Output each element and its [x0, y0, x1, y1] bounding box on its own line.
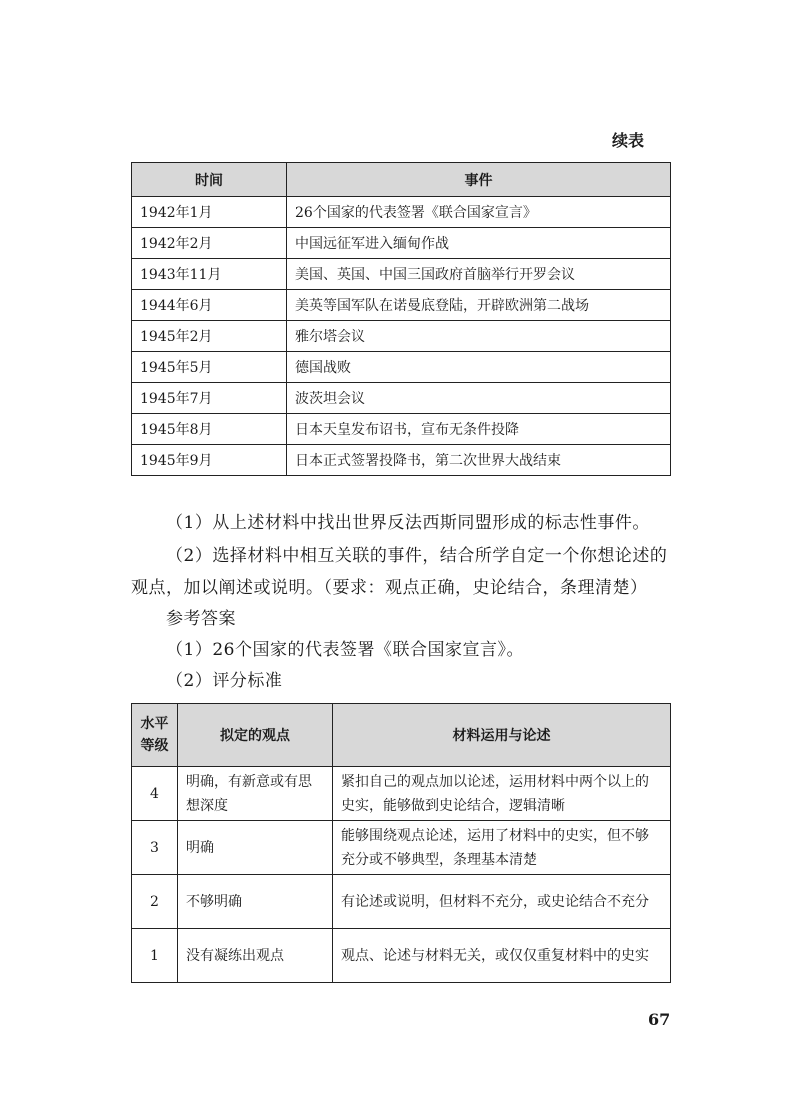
event-cell: 美英等国军队在诺曼底登陆，开辟欧洲第二战场	[287, 290, 671, 321]
table-row	[132, 259, 671, 290]
events-table	[131, 162, 671, 476]
table-row	[132, 821, 671, 875]
table-row	[132, 352, 671, 383]
event-cell: 波茨坦会议	[287, 383, 671, 414]
table-row	[132, 228, 671, 259]
viewpoint-cell: 不够明确	[178, 875, 333, 929]
header-level-line-2: 等级	[140, 738, 169, 754]
answer-2: （2）评分标准	[166, 671, 283, 691]
table-row	[132, 197, 671, 228]
table-row	[132, 875, 671, 929]
table-row	[132, 445, 671, 476]
answer-1: （1）26个国家的代表签署《联合国家宣言》。	[166, 640, 524, 660]
question-2-line-1: （2）选择材料中相互关联的事件，结合所学自定一个你想论述的	[166, 546, 668, 566]
event-cell: 中国远征军进入缅甸作战	[287, 228, 671, 259]
header-level-line-1: 水平	[140, 716, 169, 732]
time-cell: 1944年6月	[132, 290, 287, 321]
time-cell: 1945年9月	[132, 445, 287, 476]
question-2-line-2: 观点，加以阐述或说明。（要求：观点正确，史论结合，条理清楚）	[131, 578, 648, 598]
viewpoint-cell: 没有凝练出观点	[178, 929, 333, 983]
event-cell: 26个国家的代表签署《联合国家宣言》	[287, 197, 671, 228]
event-cell: 美国、英国、中国三国政府首脑举行开罗会议	[287, 259, 671, 290]
time-cell: 1945年7月	[132, 383, 287, 414]
event-cell: 德国战败	[287, 352, 671, 383]
table-row	[132, 383, 671, 414]
time-cell: 1945年5月	[132, 352, 287, 383]
event-cell: 日本正式签署投降书，第二次世界大战结束	[287, 445, 671, 476]
level-cell: 2	[132, 875, 178, 929]
time-cell: 1945年8月	[132, 414, 287, 445]
material-cell: 紧扣自己的观点加以论述，运用材料中两个以上的史实，能够做到史论结合，逻辑清晰	[333, 767, 671, 821]
table-row	[132, 321, 671, 352]
level-cell: 1	[132, 929, 178, 983]
header-time: 时间	[132, 163, 287, 197]
table-row	[132, 414, 671, 445]
events-table-header	[132, 163, 671, 197]
viewpoint-cell: 明确，有新意或有思想深度	[178, 767, 333, 821]
scoring-table-header	[132, 704, 671, 767]
continued-table-label: 续表	[612, 131, 645, 150]
material-cell: 能够围绕观点论述，运用了材料中的史实，但不够充分或不够典型，条理基本清楚	[333, 821, 671, 875]
material-cell: 观点、论述与材料无关，或仅仅重复材料中的史实	[333, 929, 671, 983]
viewpoint-cell: 明确	[178, 821, 333, 875]
answer-heading: 参考答案	[166, 609, 236, 629]
material-cell: 有论述或说明，但材料不充分，或史论结合不充分	[333, 875, 671, 929]
table-row	[132, 290, 671, 321]
event-cell: 雅尔塔会议	[287, 321, 671, 352]
question-1: （1）从上述材料中找出世界反法西斯同盟形成的标志性事件。	[166, 513, 650, 533]
table-row	[132, 929, 671, 983]
time-cell: 1942年2月	[132, 228, 287, 259]
time-cell: 1942年1月	[132, 197, 287, 228]
header-level	[132, 704, 178, 767]
header-material: 材料运用与论述	[333, 704, 671, 767]
scoring-table	[131, 703, 671, 983]
event-cell: 日本天皇发布诏书，宣布无条件投降	[287, 414, 671, 445]
level-cell: 3	[132, 821, 178, 875]
header-viewpoint: 拟定的观点	[178, 704, 333, 767]
time-cell: 1945年2月	[132, 321, 287, 352]
time-cell: 1943年11月	[132, 259, 287, 290]
header-event: 事件	[287, 163, 671, 197]
level-cell: 4	[132, 767, 178, 821]
table-row	[132, 767, 671, 821]
page-number: 67	[648, 1010, 671, 1029]
